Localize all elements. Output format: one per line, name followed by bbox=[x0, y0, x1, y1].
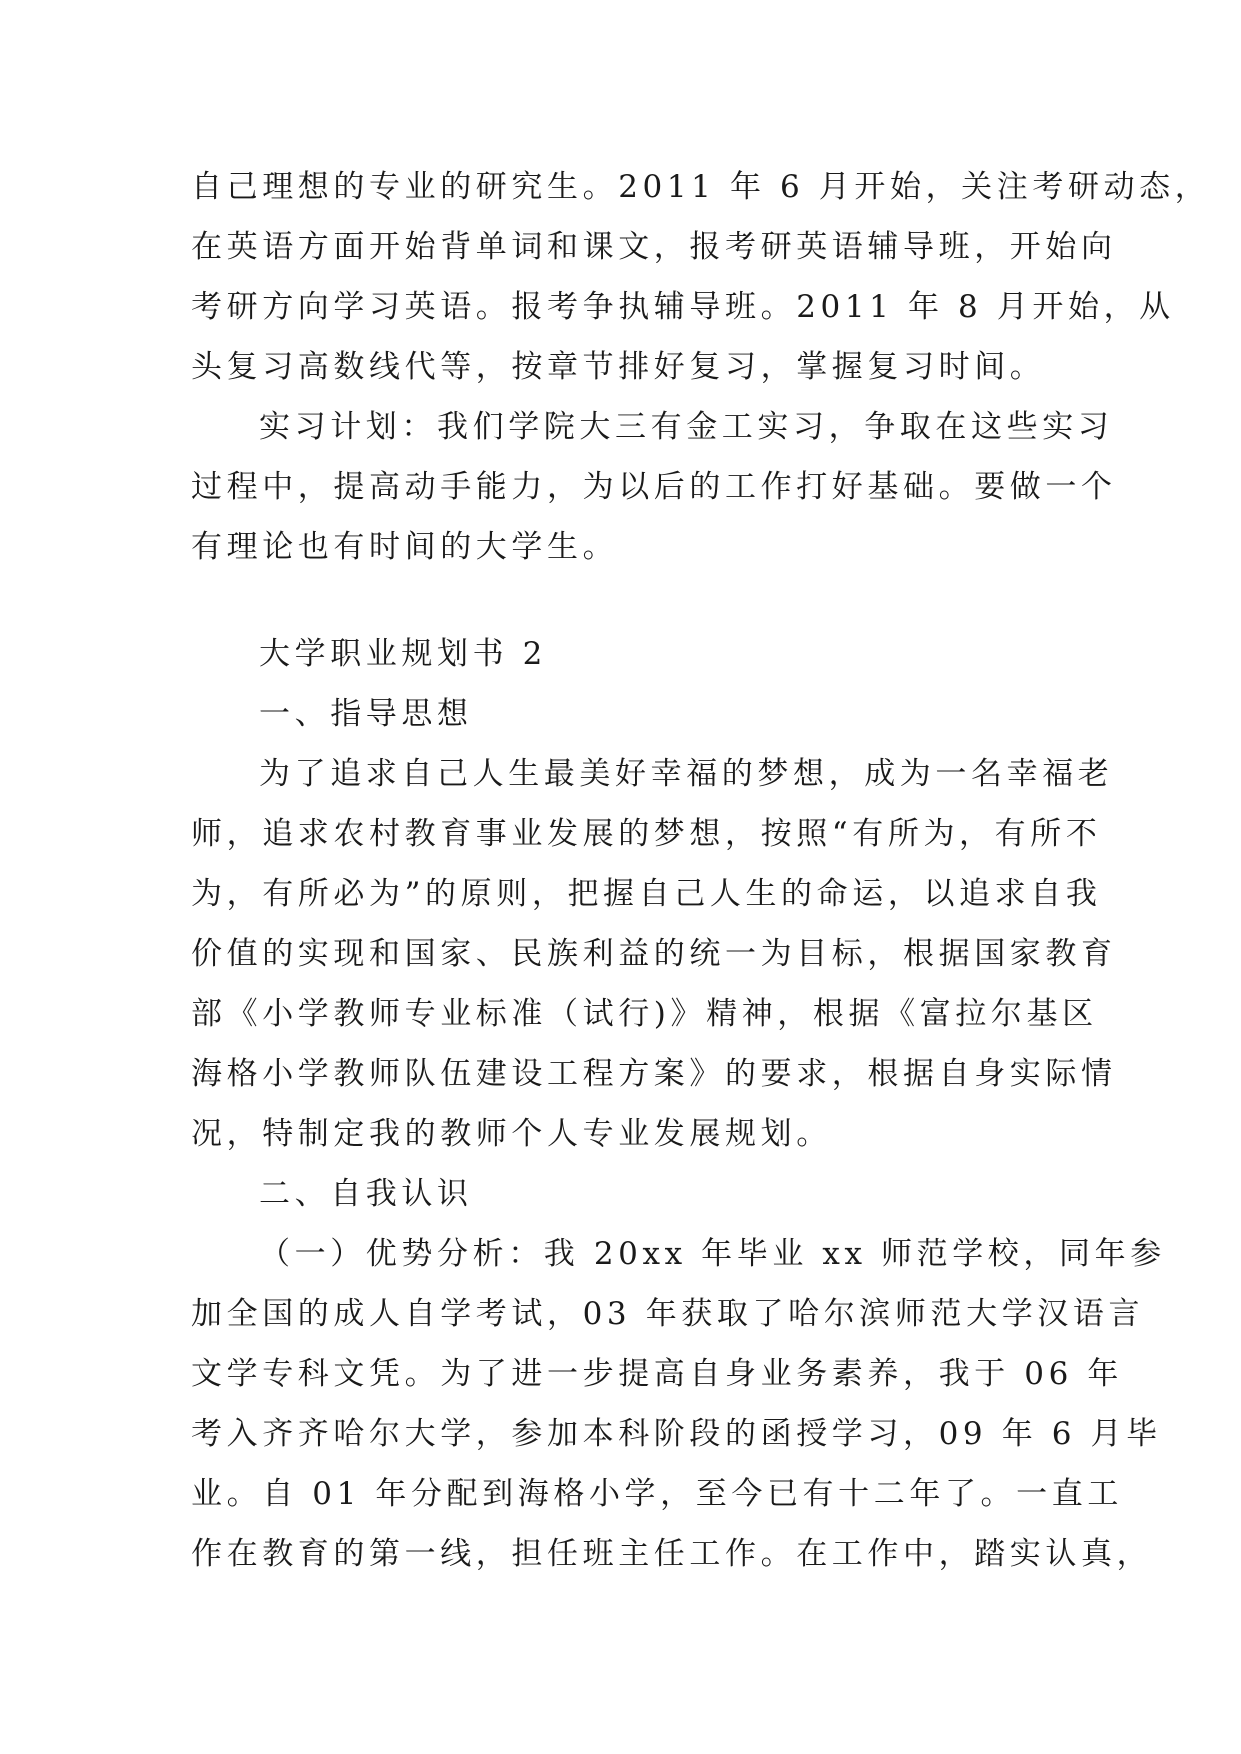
internship-plan-paragraph bbox=[191, 397, 1117, 577]
text-line: 为，有所必为”的原则，把握自己人生的命运，以追求自我 bbox=[191, 876, 1102, 912]
text-line: 实习计划：我们学院大三有金工实习，争取在这些实习 bbox=[259, 409, 1114, 445]
section-title: 大学职业规划书 2 bbox=[259, 636, 547, 672]
text-line: 部《小学教师专业标准（试行)》精神，根据《富拉尔基区 bbox=[191, 996, 1098, 1032]
text-line: 业。自 01 年分配到海格小学，至今已有十二年了。一直工 bbox=[191, 1476, 1123, 1512]
text-line: 考入齐齐哈尔大学，参加本科阶段的函授学习，09 年 6 月毕 bbox=[191, 1416, 1162, 1452]
continued-paragraph bbox=[191, 157, 1211, 397]
second-section bbox=[191, 624, 1166, 1584]
heading-guiding-ideology: 一、指导思想 bbox=[259, 696, 473, 732]
text-line: 师，追求农村教育事业发展的梦想，按照“有所为，有所不 bbox=[191, 816, 1102, 852]
text-line: 过程中，提高动手能力，为以后的工作打好基础。要做一个 bbox=[191, 469, 1117, 505]
text-line: （一）优势分析：我 20xx 年毕业 xx 师范学校，同年参 bbox=[259, 1236, 1166, 1272]
text-line: 头复习高数线代等，按章节排好复习，掌握复习时间。 bbox=[191, 349, 1046, 385]
text-line: 考研方向学习英语。报考争执辅导班。2011 年 8 月开始，从 bbox=[191, 289, 1175, 325]
text-line: 作在教育的第一线，担任班主任工作。在工作中，踏实认真， bbox=[191, 1536, 1153, 1572]
text-line: 价值的实现和国家、民族利益的统一为目标，根据国家教育 bbox=[191, 936, 1117, 972]
text-line: 有理论也有时间的大学生。 bbox=[191, 529, 619, 565]
guiding-ideology-paragraph bbox=[191, 744, 1117, 1164]
heading-self-knowledge: 二、自我认识 bbox=[259, 1176, 473, 1212]
top-section bbox=[191, 157, 1211, 577]
text-line: 自己理想的专业的研究生。2011 年 6 月开始，关注考研动态， bbox=[191, 169, 1211, 205]
advantage-analysis-paragraph bbox=[191, 1224, 1166, 1584]
text-line: 在英语方面开始背单词和课文，报考研英语辅导班，开始向 bbox=[191, 229, 1117, 265]
text-line: 海格小学教师队伍建设工程方案》的要求，根据自身实际情 bbox=[191, 1056, 1117, 1092]
text-line: 况，特制定我的教师个人专业发展规划。 bbox=[191, 1116, 832, 1152]
text-line: 文学专科文凭。为了进一步提高自身业务素养，我于 06 年 bbox=[191, 1356, 1123, 1392]
text-line: 加全国的成人自学考试，03 年获取了哈尔滨师范大学汉语言 bbox=[191, 1296, 1145, 1332]
text-line: 为了追求自己人生最美好幸福的梦想，成为一名幸福老 bbox=[259, 756, 1114, 792]
